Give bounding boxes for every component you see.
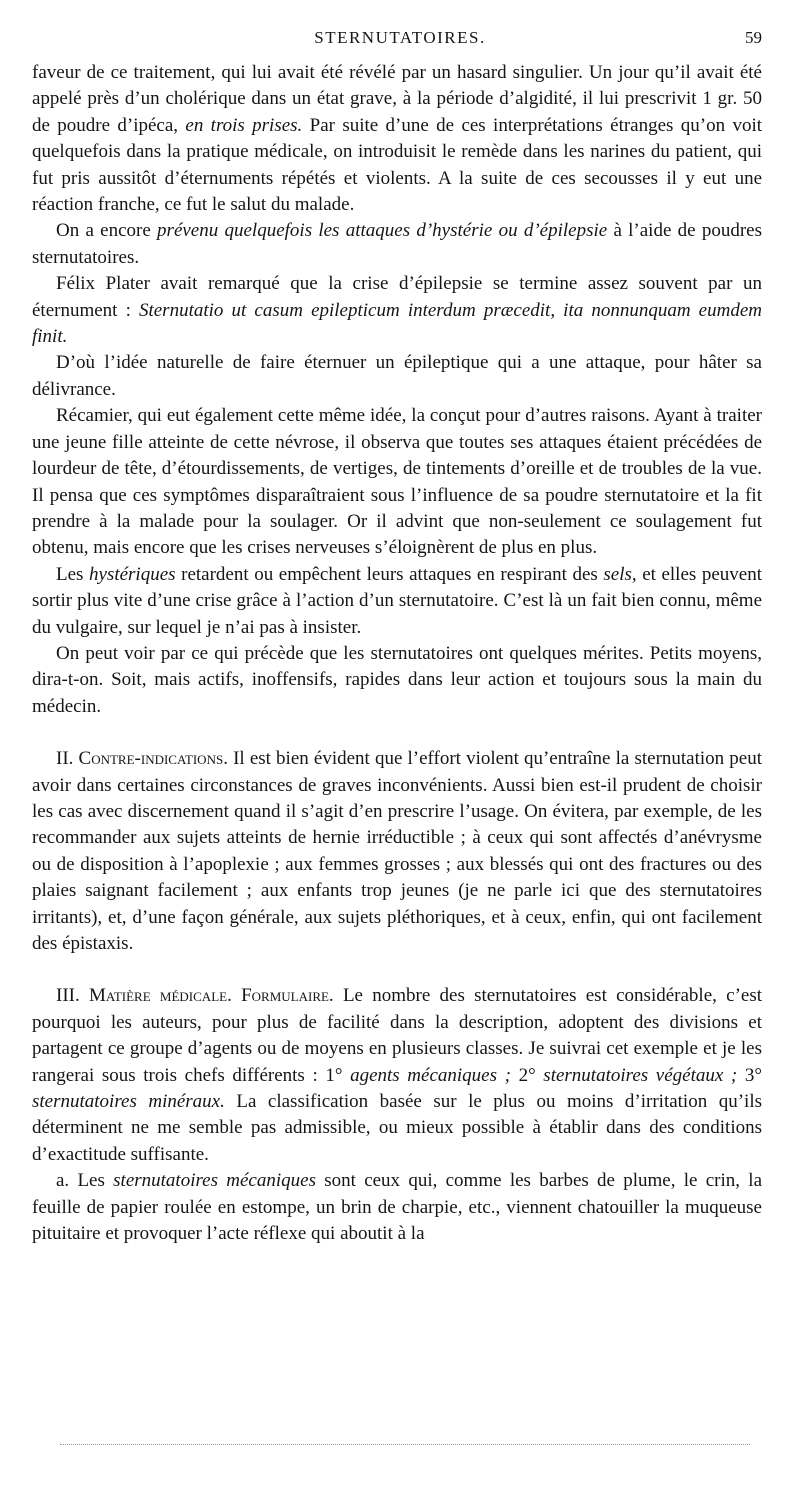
paragraph-merites: On peut voir par ce qui précède que les sternutatoires ont quelques mérites. Petits moyens, dira-t-on. Soit, mais actifs, inoffensifs, rapides dans leur action et toujours sous la main du médecin. [32, 642, 762, 717]
footer-rule [60, 1444, 750, 1445]
paragraph-hysterie: On a encore prévenu quelquefois les attaques d’hystérie ou d’épilepsie à l’aide de poudres sternutatoires. [32, 220, 762, 268]
paragraph-recamier: Récamier, qui eut également cette même idée, la conçut pour d’autres raisons. Ayant à traiter une jeune fille atteinte de cette névrose, il observa que toutes ses attaques étaient précédées de lourdeur de tête, d’étourdissements, de vertiges, de tintements d’oreille et de troubles de la vue. Il pensa que ces symptômes disparaîtraient sous l’influence de sa poudre sternutatoire et la fit prendre à la malade pour la soulager. Or il advint que non-seulement ce soulagement fut obtenu, mais encore que les crises nerveuses s’éloignèrent de plus en plus. [32, 405, 762, 559]
paragraph-hysteriques: Les hystériques retardent ou empêchent leurs attaques en respirant des sels, et elles peuvent sortir plus vite d’une crise grâce à l’action d’un sternutatoire. C’est là un fait bien connu, même du vulgaire, sur lequel je n’ai pas à insister. [32, 563, 762, 638]
section-matiere-medicale: III. Matière médicale. Formulaire. Le nombre des sternutatoires est considérable, c’est pourquoi les auteurs, pour plus de facilité dans la description, adoptent des divisions et partagent ce groupe d’agents ou de moyens en plusieurs classes. Je suivrai cet exemple et je les rangerai sous trois chefs différents : 1° agents mécaniques ; 2° sternutatoires végétaux ; 3° sternutatoires minéraux. La classification basée sur le plus ou moins d’irritation qu’ils déterminent ne me semble pas admissible, ou mieux possible à établir dans des conditions d’exactitude suffisante. [32, 985, 762, 1165]
running-head [32, 28, 768, 58]
page-number: 59 [745, 28, 762, 47]
body-text [32, 60, 762, 1247]
paragraph-mecaniques: a. Les sternutatoires mécaniques sont ceux qui, comme les barbes de plume, le crin, la feuille de papier roulée en estompe, un brin de charpie, etc., viennent chatouiller la muqueuse pituitaire et provoquer l’acte réflexe qui aboutit à la [32, 1170, 763, 1245]
running-title: STERNUTATOIRES. [314, 28, 486, 47]
section-heading: III. Matière médicale. Formulaire. [56, 985, 334, 1007]
paragraph-idee: D’où l’idée naturelle de faire éternuer un épileptique qui a une attaque, pour hâter sa délivrance. [32, 352, 762, 400]
paragraph-ipeca: faveur de ce traitement, qui lui avait été révélé par un hasard singulier. Un jour qu’il avait été appelé près d’un cholérique dans un état grave, à la période d’algidité, il lui prescrivit 1 gr. 50 de poudre d’ipéca, en trois prises. Par suite d’une de ces interprétations étranges qu’on voit quelquefois dans la pratique médicale, on introduisit le remède dans les narines du patient, qui fut pris aussitôt d’éternuments répétés et violents. A la suite de ces secousses il y eut une réaction franche, ce fut le salut du malade. [32, 62, 763, 216]
section-heading: II. Contre-indications. [56, 748, 228, 770]
paragraph-plater: Félix Plater avait remarqué que la crise d’épilepsie se termine assez souvent par un éternument : Sternutatio ut casum epilepticum interdum præcedit, ita nonnunquam eumdem finit. [32, 273, 762, 348]
section-contre-indications: II. Contre-indications. Il est bien évident que l’effort violent qu’entraîne la sternutation peut avoir dans certaines circonstances de graves inconvénients. Aussi bien est-il prudent de choisir les cas avec discernement quand il s’agit d’en prescrire l’usage. On évitera, par exemple, de les recommander aux sujets atteints de hernie irréductible ; à ceux qui sont affectés d’anévrysme ou de disposition à l’apoplexie ; aux femmes grosses ; aux blessés qui ont des fractures ou des plaies saignant facilement ; aux enfants trop jeunes (je ne parle ici que des sternutatoires irritants), et, d’une façon générale, aux sujets pléthoriques, et à ceux, enfin, qui ont facilement des épistaxis. [32, 748, 763, 954]
